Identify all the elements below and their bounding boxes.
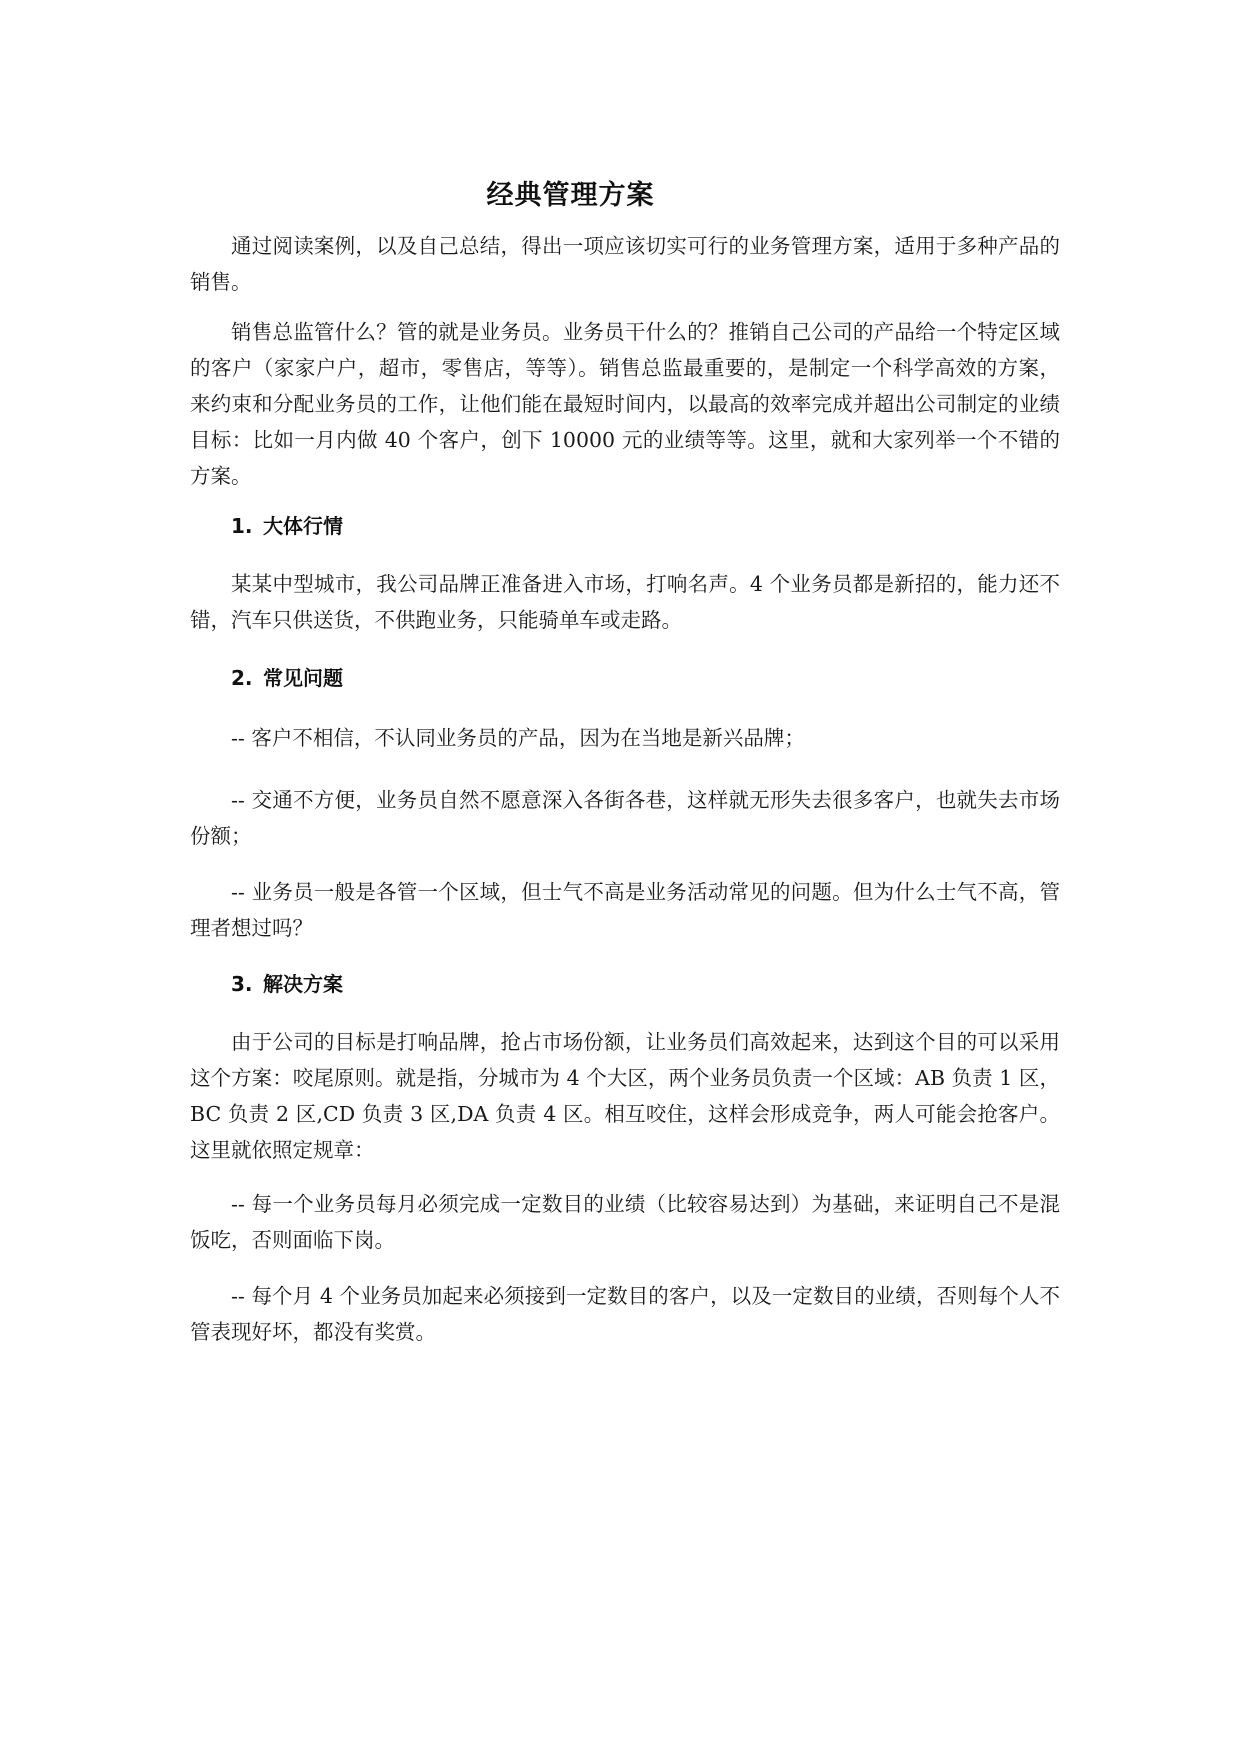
section-3-paragraph-2: -- 每一个业务员每月必须完成一定数目的业绩（比较容易达到）为基础，来证明自己不是混饭吃，否则面临下岗。 bbox=[190, 1192, 1060, 1252]
section-title-3: 解决方案 bbox=[263, 972, 343, 996]
section-2-paragraph-2: -- 交通不方便，业务员自然不愿意深入各街各巷，这样就无形失去很多客户，也就失去市场份额； bbox=[190, 788, 1060, 848]
document-title: 经典管理方案 bbox=[486, 180, 655, 212]
section-3-paragraph-3: -- 每个月 4 个业务员加起来必须接到一定数目的客户，以及一定数目的业绩，否则每个人不管表现好坏，都没有奖赏。 bbox=[190, 1284, 1060, 1344]
overview-paragraph: 销售总监管什么？管的就是业务员。业务员干什么的？推销自己公司的产品给一个特定区域的客户（家家户户，超市，零售店，等等）。销售总监最重要的，是制定一个科学高效的方案，来约束和分配业务员的工作，让他们能在最短时间内，以最高的效率完成并超出公司制定的业绩目标：比如一月内做 40 个客户，创下 10000 元的业绩等等。这里，就和大家列举一个不错的方案。 bbox=[190, 320, 1060, 488]
section-number-1: 1. bbox=[231, 514, 253, 538]
section-title-1: 大体行情 bbox=[263, 514, 343, 538]
section-heading-3 bbox=[231, 966, 343, 1002]
section-heading-2 bbox=[231, 660, 343, 696]
section-3-paragraph-1: 由于公司的目标是打响品牌，抢占市场份额，让业务员们高效起来，达到这个目的可以采用这个方案：咬尾原则。就是指，分城市为 4 个大区，两个业务员负责一个区域：AB 负责 1 区，BC 负责 2 区,CD 负责 3 区,DA 负责 4 区。相互咬住，这样会形成竞争，两人可能会抢客户。这里就依照定规章： bbox=[190, 1030, 1060, 1162]
section-heading-1 bbox=[231, 508, 343, 544]
section-2-paragraph-1: -- 客户不相信，不认同业务员的产品，因为在当地是新兴品牌； bbox=[231, 726, 805, 750]
section-2-paragraph-3: -- 业务员一般是各管一个区域，但士气不高是业务活动常见的问题。但为什么士气不高，管理者想过吗？ bbox=[190, 880, 1060, 940]
section-title-2: 常见问题 bbox=[263, 666, 343, 690]
section-number-2: 2. bbox=[231, 666, 253, 690]
intro-paragraph: 通过阅读案例，以及自己总结，得出一项应该切实可行的业务管理方案，适用于多种产品的销售。 bbox=[190, 234, 1060, 294]
section-1-paragraph-1: 某某中型城市，我公司品牌正准备进入市场，打响名声。4 个业务员都是新招的，能力还不错，汽车只供送货，不供跑业务，只能骑单车或走路。 bbox=[190, 572, 1060, 632]
section-number-3: 3. bbox=[231, 972, 253, 996]
